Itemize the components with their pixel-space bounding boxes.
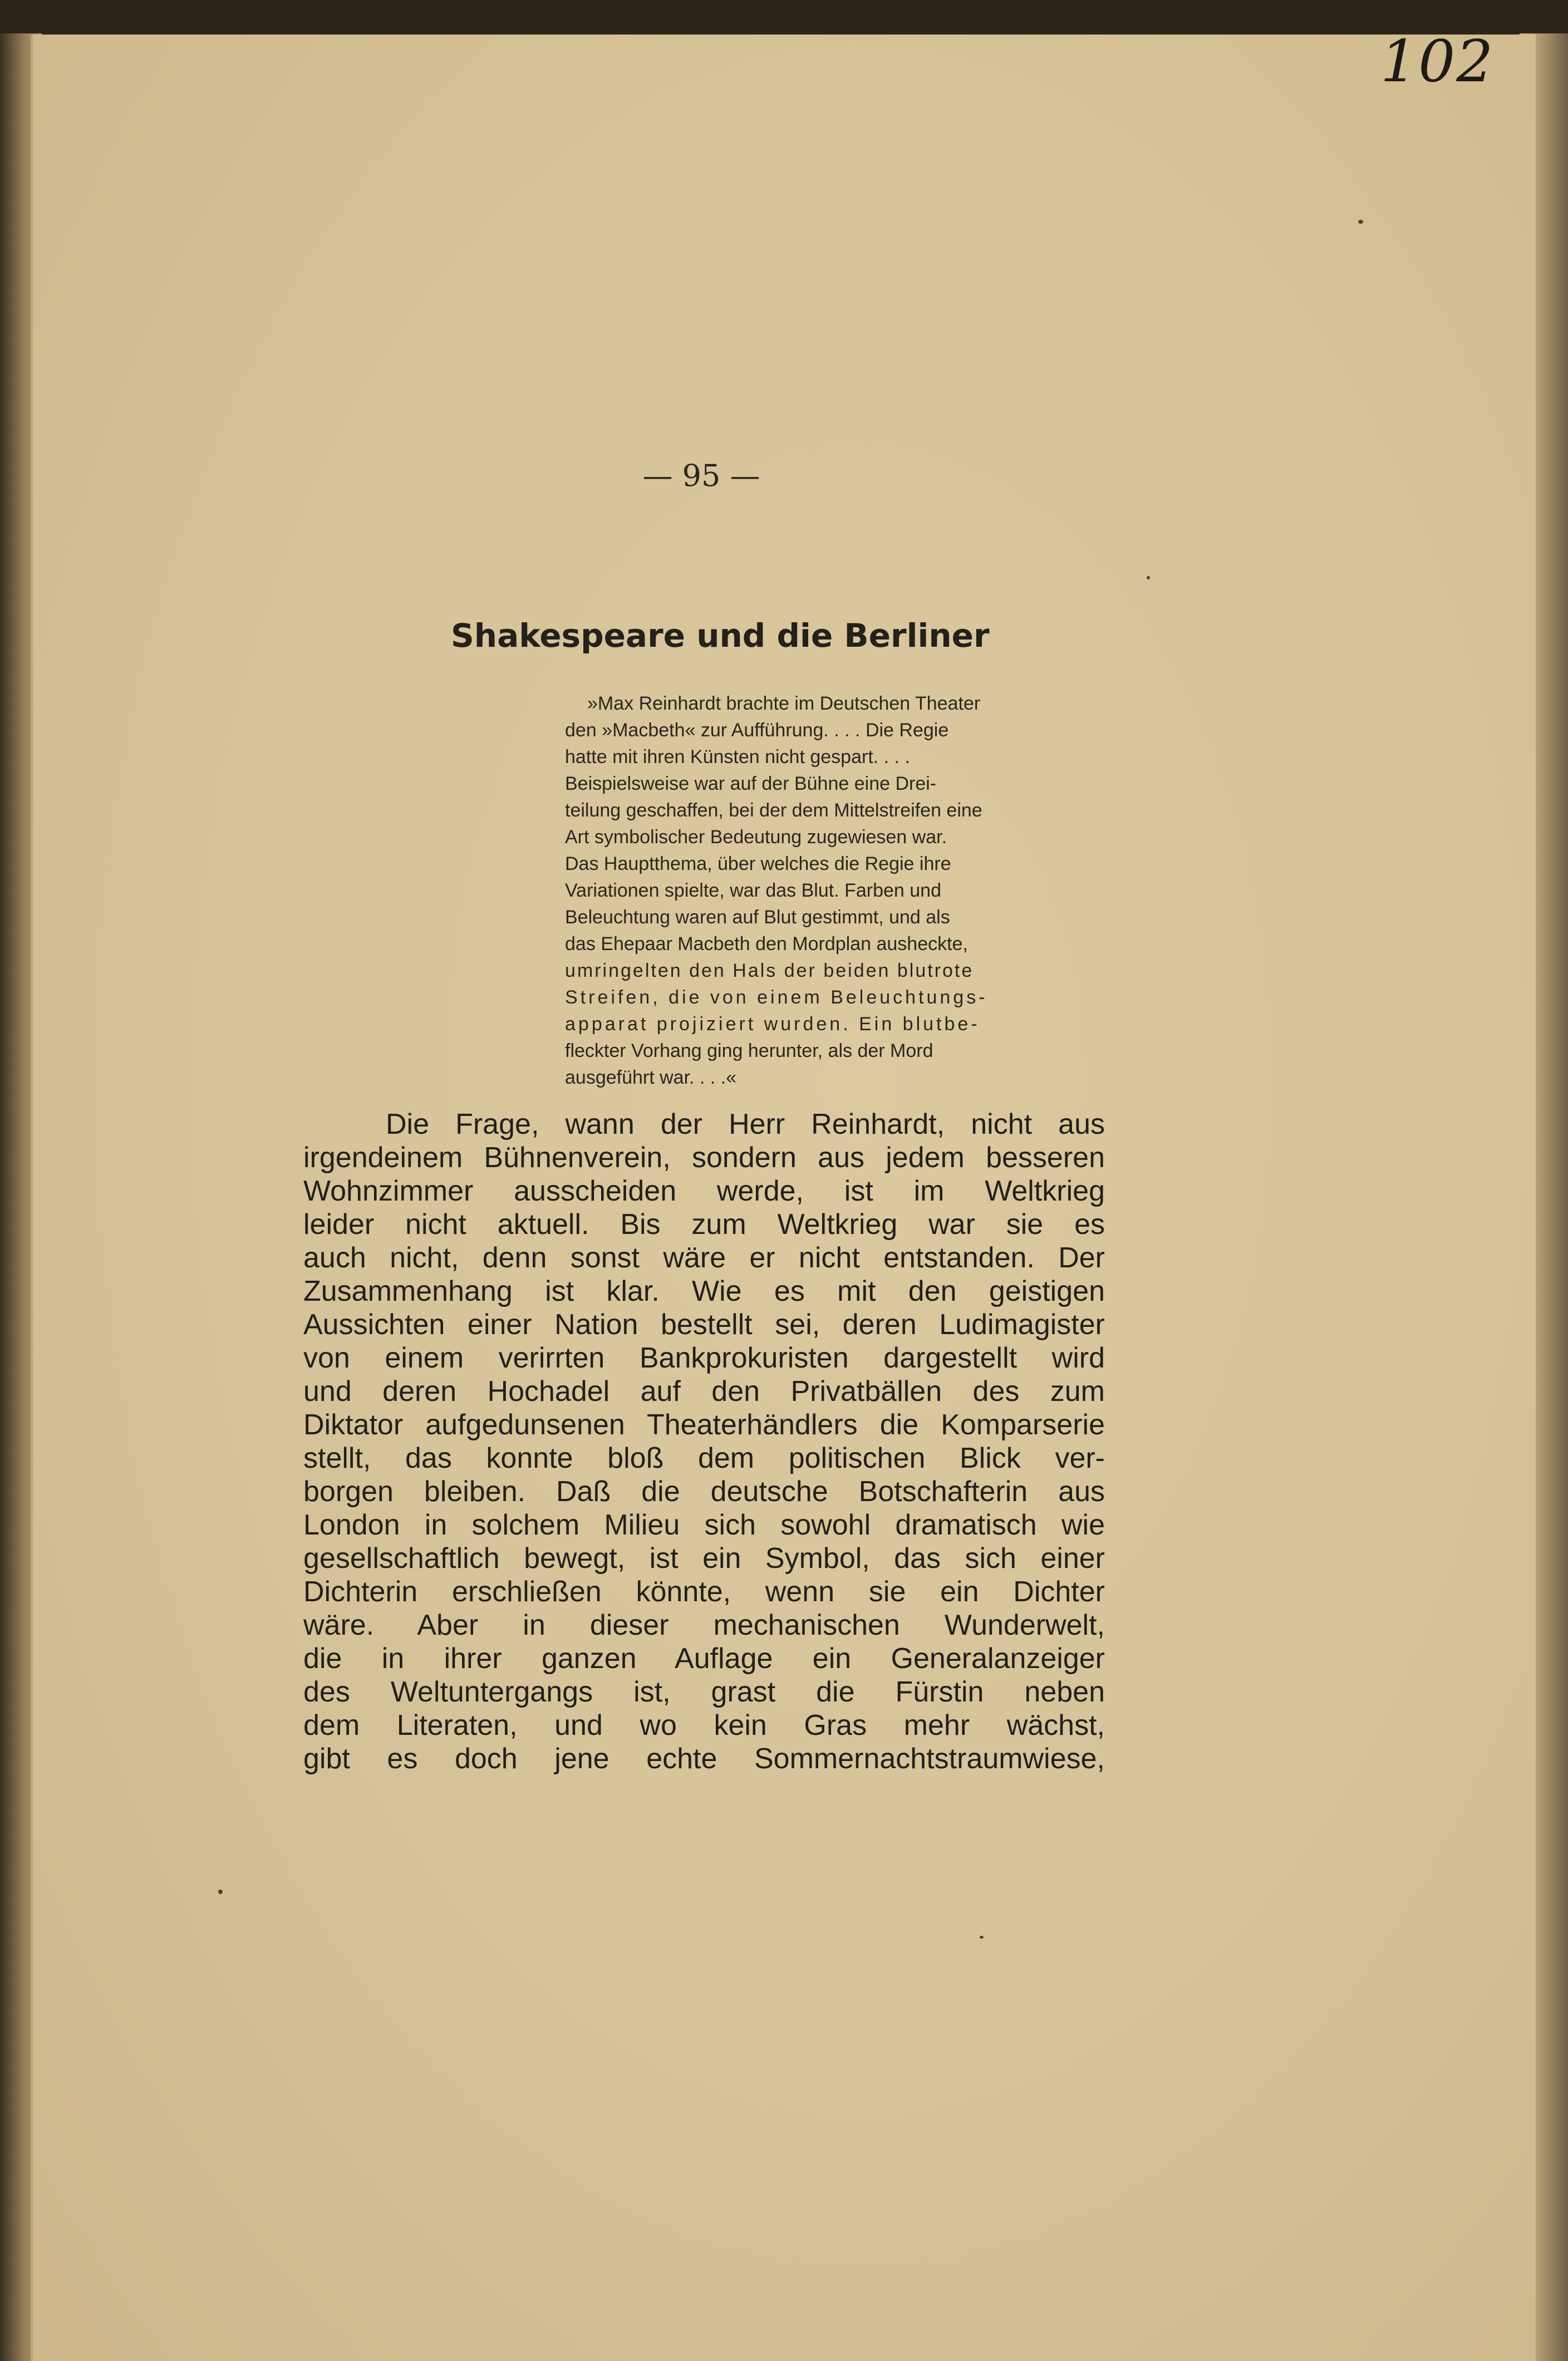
body-line: und deren Hochadel auf den Privatbällen des zum: [303, 1375, 1105, 1408]
quote-line: Streifen, die von einem Beleuchtungs-: [565, 987, 988, 1008]
paper-speck: [980, 1936, 984, 1939]
body-line: Die Frage, wann der Herr Reinhardt, nicht aus: [386, 1108, 1105, 1140]
body-line: von einem verirrten Bankprokuristen dargestellt wird: [303, 1342, 1105, 1374]
body-line: wäre. Aber in dieser mechanischen Wunderwelt,: [303, 1609, 1105, 1641]
body-paragraph: [303, 1108, 1105, 1775]
body-line: Wohnzimmer ausscheiden werde, ist im Weltkrieg: [303, 1175, 1105, 1207]
body-line: dem Literaten, und wo kein Gras mehr wächst,: [303, 1709, 1105, 1742]
quote-line: Das Hauptthema, über welches die Regie ihre: [565, 853, 951, 874]
body-line: auch nicht, denn sonst wäre er nicht entstanden. Der: [303, 1242, 1105, 1274]
body-line: des Weltuntergangs ist, grast die Fürstin neben: [303, 1676, 1105, 1708]
body-line: stellt, das konnte bloß dem politischen Blick ver-: [303, 1442, 1105, 1474]
quote-line: fleckter Vorhang ging herunter, als der Mord: [565, 1040, 933, 1061]
quote-line: Variationen spielte, war das Blut. Farben und: [565, 880, 941, 901]
body-line: Aussichten einer Nation bestellt sei, deren Ludimagister: [303, 1309, 1105, 1341]
paper-speck: [218, 1890, 223, 1894]
epigraph-quote: [565, 690, 1108, 1091]
quote-line: Beleuchtung waren auf Blut gestimmt, und als: [565, 907, 950, 928]
quote-line: den »Macbeth« zur Aufführung. . . . Die Regie: [565, 720, 949, 741]
body-line: Zusammenhang ist klar. Wie es mit den geistigen: [303, 1275, 1105, 1307]
body-line: Diktator aufgedunsenen Theaterhändlers die Komparserie: [303, 1409, 1105, 1441]
body-line: irgendeinem Bühnenverein, sondern aus jedem besseren: [303, 1142, 1105, 1174]
body-line: gibt es doch jene echte Sommernachtstraumwiese,: [303, 1743, 1105, 1775]
quote-line: Art symbolischer Bedeutung zugewiesen war.: [565, 827, 947, 848]
body-line: borgen bleiben. Daß die deutsche Botschafterin aus: [303, 1475, 1105, 1508]
paper-speck: [1358, 220, 1363, 224]
article-title: Shakespeare und die Berliner: [451, 617, 990, 655]
quote-line: hatte mit ihren Künsten nicht gespart. . . .: [565, 746, 910, 768]
quote-line: ausgeführt war. . . .«: [565, 1067, 737, 1088]
body-line: die in ihrer ganzen Auflage ein Generalanzeiger: [303, 1642, 1105, 1675]
quote-line: umringelten den Hals der beiden blutrote: [565, 960, 974, 981]
body-line: London in solchem Milieu sich sowohl dramatisch wie: [303, 1509, 1105, 1541]
quote-line: apparat projiziert wurden. Ein blutbe-: [565, 1014, 980, 1035]
body-line: leider nicht aktuell. Bis zum Weltkrieg war sie es: [303, 1208, 1105, 1241]
body-line: Dichterin erschließen könnte, wenn sie ein Dichter: [303, 1576, 1105, 1608]
paper-speck: [1147, 576, 1150, 579]
quote-line: teilung geschaffen, bei der dem Mittelstreifen eine: [565, 800, 982, 821]
page-number: — 95 —: [642, 458, 760, 493]
quote-line: das Ehepaar Macbeth den Mordplan ausheckte,: [565, 933, 968, 955]
body-line: gesellschaftlich bewegt, ist ein Symbol, das sich einer: [303, 1542, 1105, 1575]
quote-line: Beispielsweise war auf der Bühne eine Drei-: [565, 773, 937, 794]
handwritten-folio-number: 102: [1380, 27, 1495, 95]
quote-line: »Max Reinhardt brachte im Deutschen Theater: [587, 693, 981, 714]
